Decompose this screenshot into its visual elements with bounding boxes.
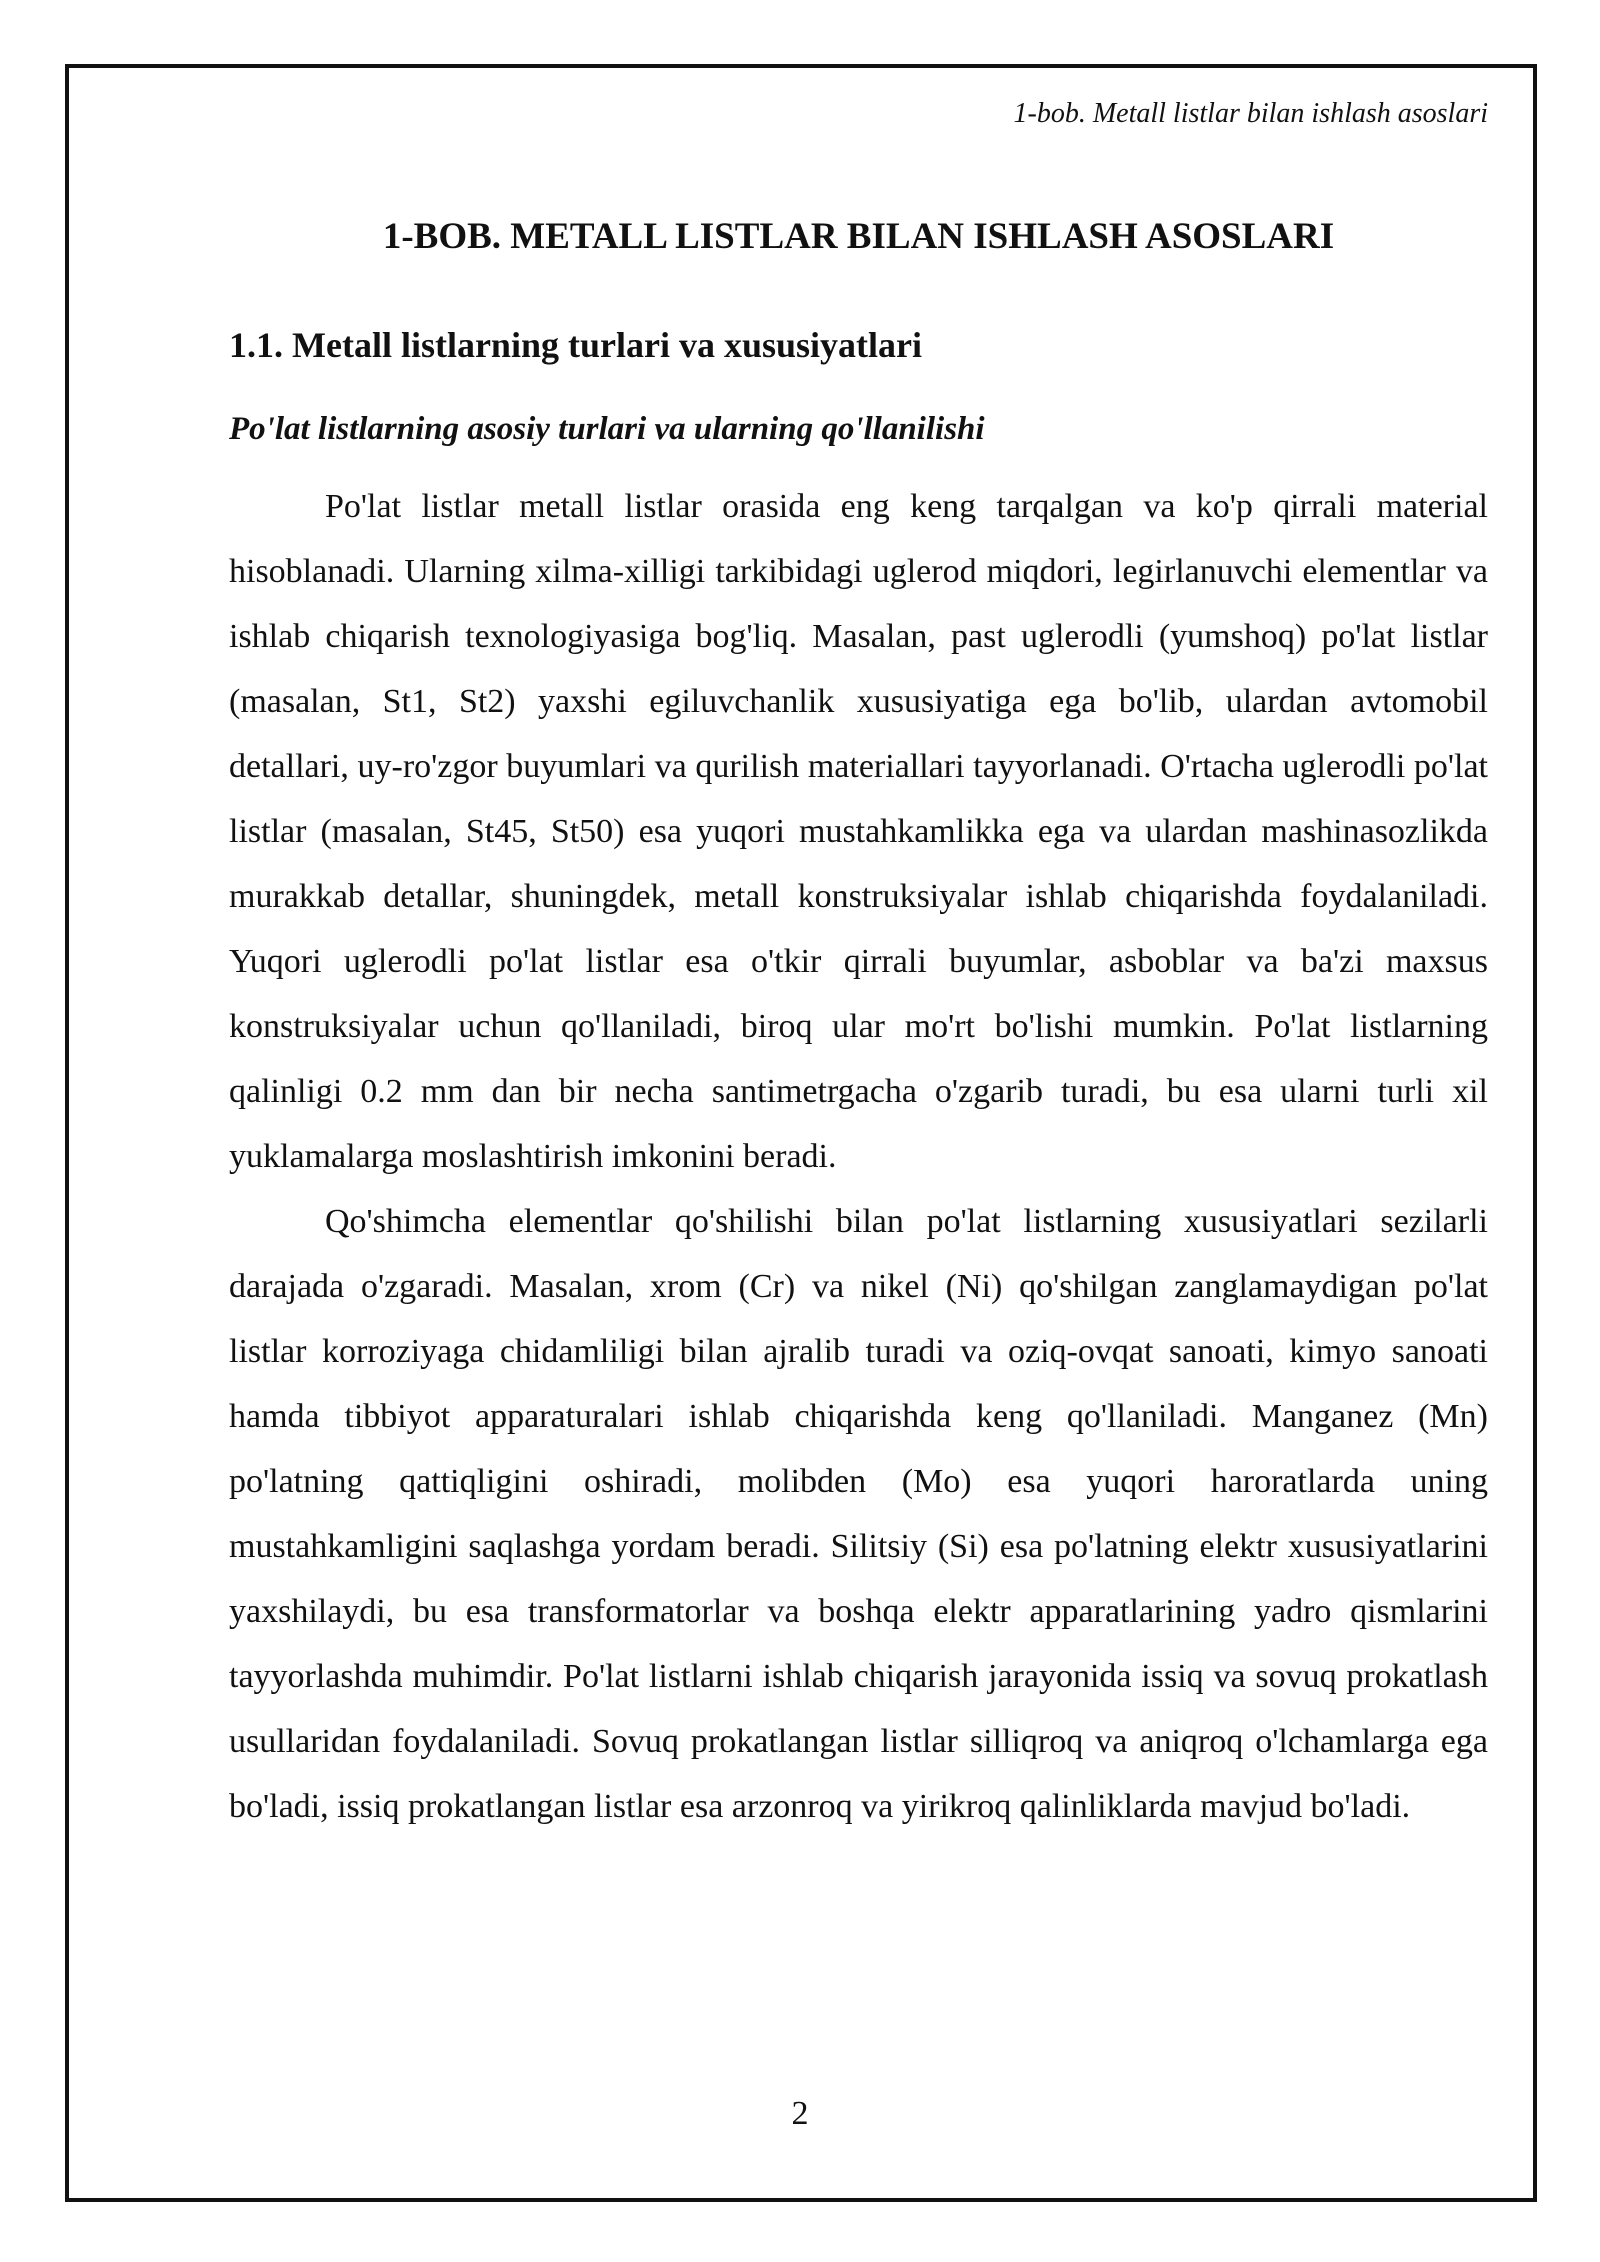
body-paragraph-1: Po'lat listlar metall listlar orasida eng keng tarqalgan va ko'p qirrali material hisoblanadi. Ularning xilma-xilligi tarkibidagi uglerod miqdori, legirlanuvchi elementlar va ishlab chiqarish texnologiyasiga bog'liq. Masalan, past uglerodli (yumshoq) po'lat listlar (masalan, St1, St2) yaxshi egiluvchanlik xususiyatiga ega bo'lib, ulardan avtomobil detallari, uy-ro'zgor buyumlari va qurilish materiallari tayyorlanadi. O'rtacha uglerodli po'lat listlar (masalan, St45, St50) esa yuqori mustahkamlikka ega va ulardan mashinasozlikda murakkab detallar, shuningdek, metall konstruksiyalar ishlab chiqarishda foydalaniladi. Yuqori uglerodli po'lat listlar esa o'tkir qirrali buyumlar, asboblar va ba'zi maxsus konstruksiyalar uchun qo'llaniladi, biroq ular mo'rt bo'lishi mumkin. Po'lat listlarning qalinligi 0.2 mm dan bir necha santimetrgacha o'zgarib turadi, bu esa ularni turli xil yuklamalarga moslashtirish imkonini beradi. <box>229 488 1488 1175</box>
section-title: 1.1. Metall listlarning turlari va xususiyatlari <box>229 325 922 365</box>
document-body <box>229 210 1488 1839</box>
chapter-title: 1-BOB. METALL LISTLAR BILAN ISHLASH ASOSLARI <box>382 216 1335 257</box>
page-number: 2 <box>791 2095 809 2132</box>
running-header: 1-bob. Metall listlar bilan ishlash asoslari <box>1013 98 1488 129</box>
body-paragraph-2: Qo'shimcha elementlar qo'shilishi bilan po'lat listlarning xususiyatlari sezilarli darajada o'zgaradi. Masalan, xrom (Cr) va nikel (Ni) qo'shilgan zanglamaydigan po'lat listlar korroziyaga chidamliligi bilan ajralib turadi va oziq-ovqat sanoati, kimyo sanoati hamda tibbiyot apparaturalari ishlab chiqarishda keng qo'llaniladi. Manganez (Mn) po'latning qattiqligini oshiradi, molibden (Mo) esa yuqori haroratlarda uning mustahkamligini saqlashga yordam beradi. Silitsiy (Si) esa po'latning elektr xususiyatlarini yaxshilaydi, bu esa transformatorlar va boshqa elektr apparatlarining yadro qismlarini tayyorlashda muhimdir. Po'lat listlarni ishlab chiqarish jarayonida issiq va sovuq prokatlash usullaridan foydalaniladi. Sovuq prokatlangan listlar silliqroq va aniqroq o'lchamlarga ega bo'ladi, issiq prokatlangan listlar esa arzonroq va yirikroq qalinliklarda mavjud bo'ladi. <box>229 1203 1488 1825</box>
subsection-title: Po'lat listlarning asosiy turlari va ularning qo'llanilishi <box>229 411 985 447</box>
